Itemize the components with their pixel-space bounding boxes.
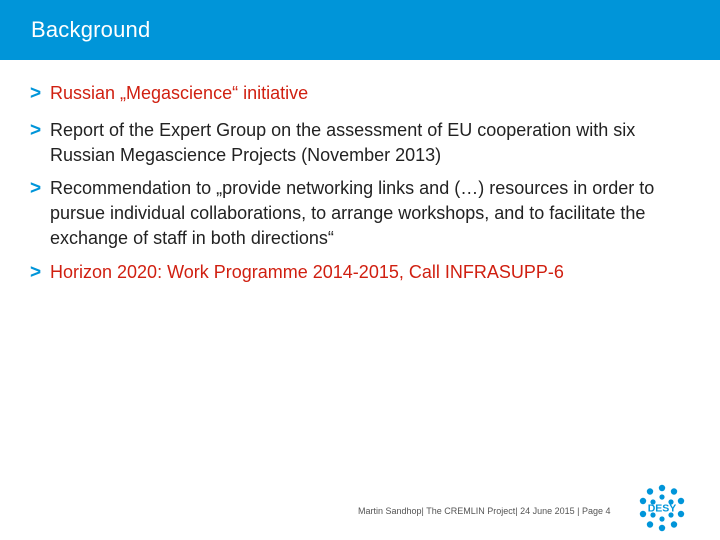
bullet-text: Report of the Expert Group on the assessment of EU cooperation with six Russian Megascience Projects (November 2013): [50, 120, 636, 165]
bullet-text: Recommendation to „provide networking links and (…) resources in order to pursue individual collaborations, to arrange workshops, and to facilitate the exchange of staff in both directions“: [50, 178, 655, 248]
bullet-text: Horizon 2020: Work Programme 2014-2015, Call INFRASUPP-6: [50, 262, 564, 282]
logo-text: DESY: [647, 502, 677, 515]
bullet-item: [30, 81, 308, 106]
bullet-marker-icon: >: [30, 120, 42, 141]
slide-footer: Martin Sandhop| The CREMLIN Project| 24 June 2015 | Page 4: [358, 506, 611, 516]
bullet-item: [30, 118, 700, 168]
bullet-marker-icon: >: [30, 178, 42, 199]
title-bar: [0, 0, 720, 60]
bullet-item: [30, 176, 700, 251]
desy-logo-icon: [636, 482, 688, 534]
slide-title: Background: [31, 17, 151, 42]
bullet-marker-icon: >: [30, 262, 42, 283]
bullet-marker-icon: >: [30, 83, 42, 104]
bullet-item: [30, 260, 564, 285]
bullet-text: Russian „Megascience“ initiative: [50, 83, 309, 103]
